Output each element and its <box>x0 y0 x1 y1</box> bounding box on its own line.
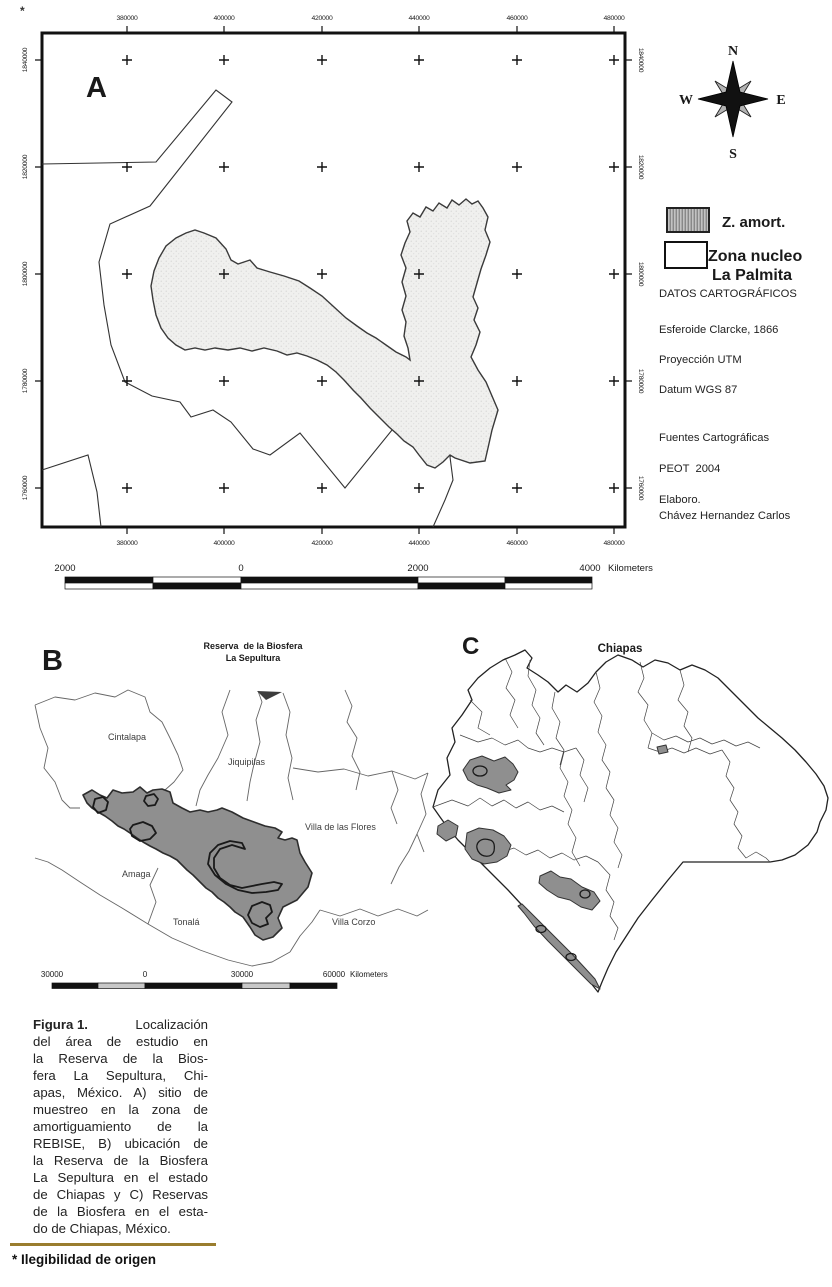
map-a-axis-labels <box>22 15 644 547</box>
svg-text:N: N <box>727 44 739 59</box>
svg-text:Kilometers: Kilometers <box>608 563 653 574</box>
svg-text:S: S <box>729 147 737 162</box>
figure-caption <box>33 1016 208 1237</box>
svg-text:1820000: 1820000 <box>22 154 29 180</box>
compass-icon <box>679 44 786 162</box>
svg-text:Amaga: Amaga <box>122 869 151 879</box>
svg-text:Proyección UTM: Proyección UTM <box>659 354 742 366</box>
svg-text:PEOT 2004: PEOT 2004 <box>659 463 721 475</box>
svg-text:420000: 420000 <box>311 540 333 547</box>
map-a-frame <box>42 33 625 527</box>
svg-text:380000: 380000 <box>116 540 138 547</box>
svg-text:Cintalapa: Cintalapa <box>108 732 147 742</box>
svg-text:Jiquipilas: Jiquipilas <box>228 757 266 767</box>
footnote-text: * Ilegibilidad de origen <box>12 1252 157 1267</box>
caption-line: de la Biosfera en el esta- <box>33 1204 208 1219</box>
map-a-legend <box>665 208 802 284</box>
map-a-scalebar <box>54 563 653 589</box>
svg-text:Elaboro.: Elaboro. <box>659 494 701 506</box>
caption-line: la Reserva de la Biosfera <box>33 1153 208 1168</box>
svg-text:E: E <box>776 93 786 108</box>
buffer-zone-polygon <box>151 199 498 468</box>
origin-asterisk: * <box>20 4 25 18</box>
panel-b-title-1: Reserva de la Biosfera <box>203 641 303 651</box>
cartographic-data <box>659 287 797 522</box>
panel-c <box>433 633 828 992</box>
svg-text:1780000: 1780000 <box>22 368 29 394</box>
caption-figure-label: Figura 1. <box>33 1017 88 1032</box>
svg-text:Villa de las Flores: Villa de las Flores <box>305 822 376 832</box>
caption-line: do de Chiapas, México. <box>33 1221 171 1236</box>
svg-text:Tonalá: Tonalá <box>173 917 200 927</box>
svg-text:440000: 440000 <box>408 540 430 547</box>
svg-text:Villa Corzo: Villa Corzo <box>332 917 376 927</box>
svg-text:1840000: 1840000 <box>22 47 29 73</box>
svg-text:440000: 440000 <box>408 15 430 22</box>
svg-text:4000: 4000 <box>579 563 601 574</box>
caption-line: muestreo en la zona de <box>33 1102 208 1117</box>
svg-text:400000: 400000 <box>213 15 235 22</box>
svg-text:Fuentes Cartográficas: Fuentes Cartográficas <box>659 432 770 444</box>
legend-swatch-buffer <box>667 208 709 232</box>
svg-text:DATOS CARTOGRÁFICOS: DATOS CARTOGRÁFICOS <box>659 288 797 300</box>
svg-text:2000: 2000 <box>407 563 429 574</box>
legend-label-nucleo-2: La Palmita <box>712 267 793 284</box>
svg-text:1780000: 1780000 <box>637 368 644 394</box>
panel-b-label: B <box>42 645 63 677</box>
panel-c-label: C <box>462 633 480 660</box>
svg-text:Kilometers: Kilometers <box>350 970 388 979</box>
panel-a-label: A <box>86 72 107 104</box>
svg-text:420000: 420000 <box>311 15 333 22</box>
svg-text:480000: 480000 <box>603 540 625 547</box>
svg-text:Esferoide Clarcke, 1866: Esferoide Clarcke, 1866 <box>659 324 779 336</box>
svg-text:0: 0 <box>238 563 244 574</box>
caption-line: amortiguamiento de la <box>33 1119 208 1134</box>
svg-text:1760000: 1760000 <box>22 475 29 501</box>
legend-swatch-nucleo <box>665 242 707 268</box>
legend-label-buffer: Z. amort. <box>722 214 786 231</box>
panel-c-title: Chiapas <box>597 643 643 655</box>
svg-text:480000: 480000 <box>603 15 625 22</box>
svg-text:0: 0 <box>142 970 148 979</box>
chiapas-outline <box>433 650 828 992</box>
legend-label-nucleo-1: Zona nucleo <box>708 248 803 265</box>
svg-text:380000: 380000 <box>116 15 138 22</box>
svg-text:1840000: 1840000 <box>637 47 644 73</box>
svg-text:Chávez Hernandez Carlos: Chávez Hernandez Carlos <box>659 510 791 522</box>
svg-text:Datum WGS 87: Datum WGS 87 <box>659 384 738 396</box>
caption-line: Figura 1. Localización <box>33 1017 208 1032</box>
svg-text:W: W <box>679 93 693 108</box>
svg-text:460000: 460000 <box>506 540 528 547</box>
caption-line: del área de estudio en <box>33 1034 208 1049</box>
svg-text:2000: 2000 <box>54 563 76 574</box>
caption-line: REBISE, B) ubicación de <box>33 1136 208 1151</box>
svg-text:60000: 60000 <box>322 970 346 979</box>
panel-b-title-2: La Sepultura <box>225 653 281 663</box>
panel-a <box>20 4 802 589</box>
caption-line: de Chiapas y C) Reservas <box>33 1187 208 1202</box>
footnote-divider <box>10 1243 216 1246</box>
svg-text:400000: 400000 <box>213 540 235 547</box>
svg-text:1800000: 1800000 <box>22 261 29 287</box>
caption-line: La Sepultura en el estado <box>33 1170 208 1185</box>
svg-text:1760000: 1760000 <box>637 475 644 501</box>
svg-text:460000: 460000 <box>506 15 528 22</box>
svg-text:1800000: 1800000 <box>637 261 644 287</box>
panel-b <box>35 641 428 989</box>
caption-line: la Reserva de la Bios- <box>33 1051 208 1066</box>
svg-text:1820000: 1820000 <box>637 154 644 180</box>
map-a-axis-ticks <box>35 26 632 534</box>
caption-line: apas, México. A) sitio de <box>33 1085 208 1100</box>
map-b-scalebar <box>41 970 388 989</box>
svg-text:30000: 30000 <box>230 970 254 979</box>
svg-text:30000: 30000 <box>40 970 64 979</box>
caption-line: fera La Sepultura, Chi- <box>33 1068 208 1083</box>
